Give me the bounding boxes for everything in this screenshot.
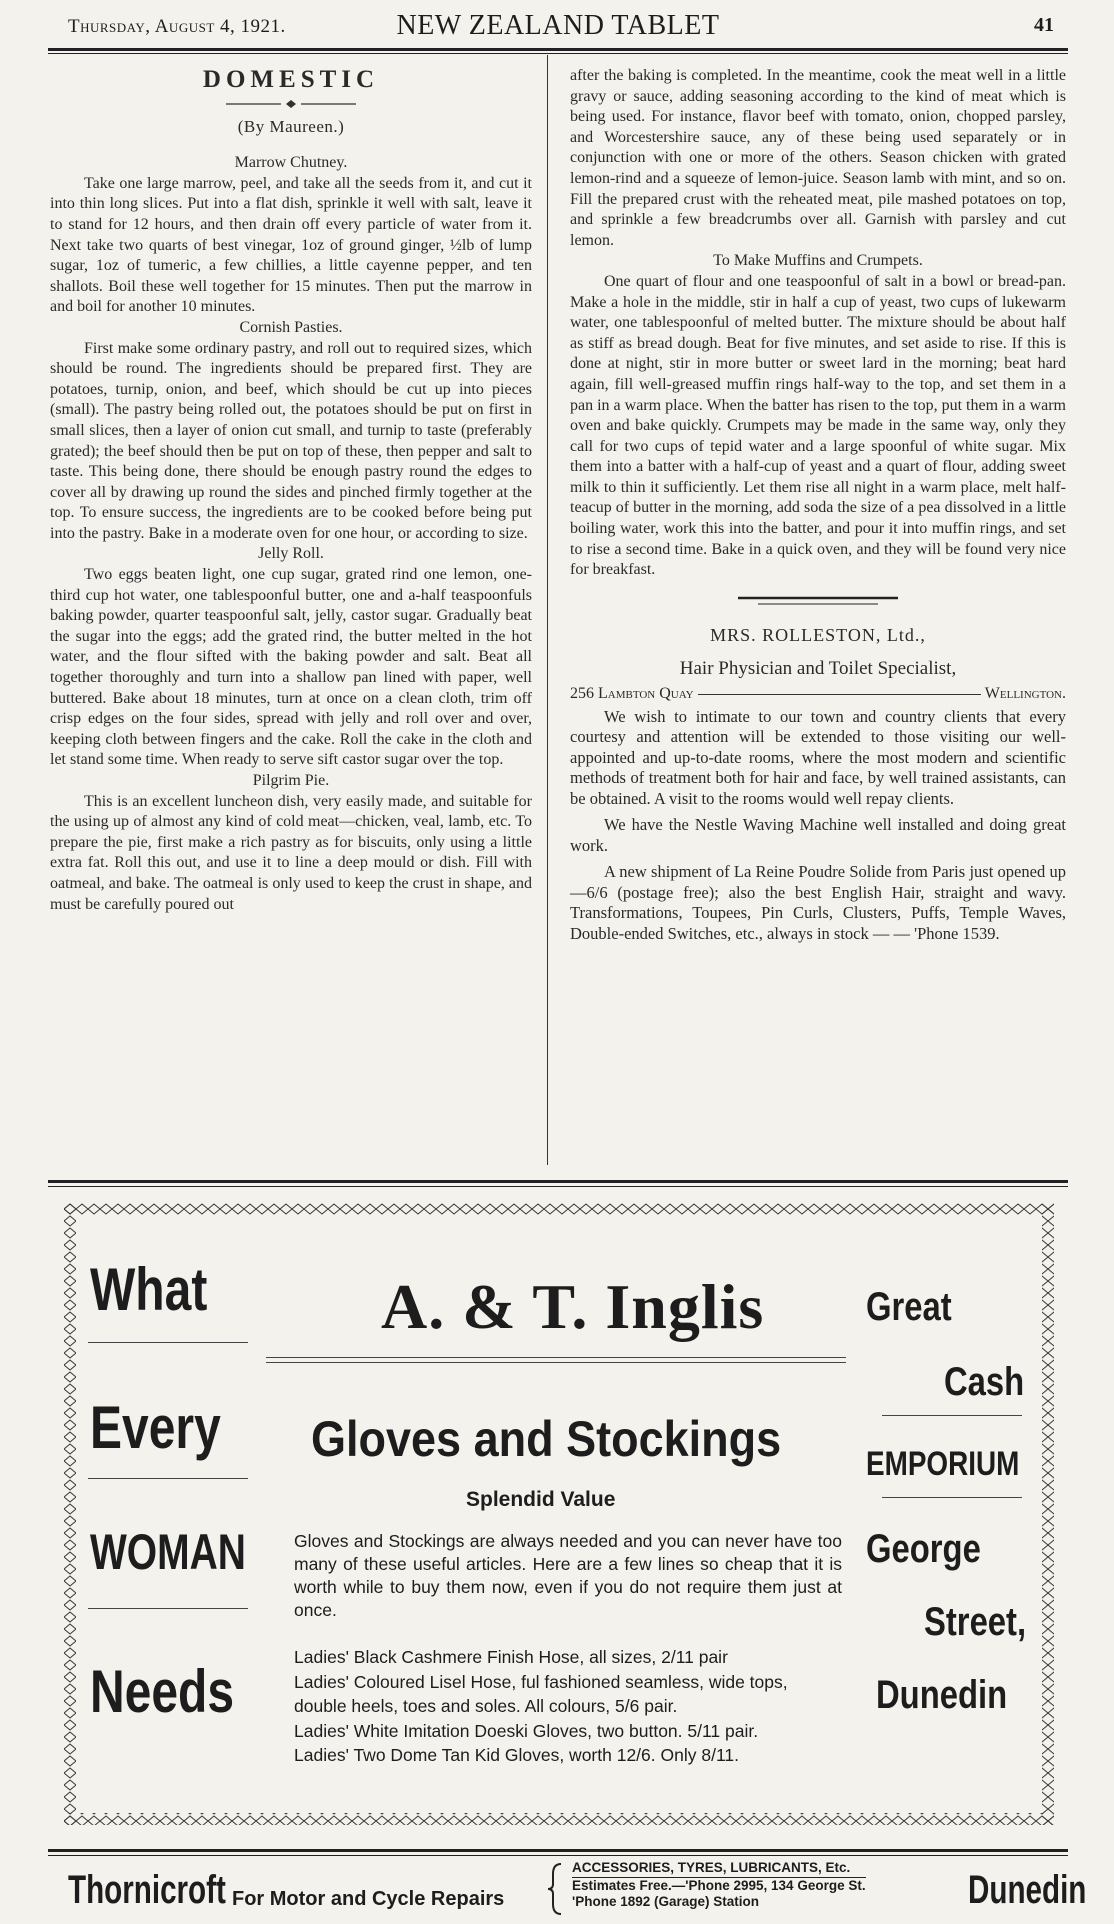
ad-divider [88,1342,248,1343]
section-separator [48,1180,1068,1183]
ad-word-george: George [866,1527,981,1571]
recipe-text-pilgrim-pie-continued: after the baking is completed. In the meantime, cook the meat well in a little gravy or sauce, adding seasoning according to the kind of meat which is being used. For instance, flavor beef with tomato, onion, chopped parsley, and Worcestershire sauce, any of these being used separately or in conjunction with one or more of the others. Season chicken with grated lemon-rind and a squeeze of lemon-juice. Season lamb with mint, and so on. Fill the prepared crust with the reheated meat, pile mashed potatoes on top, and sprinkle a few breadcrumbs over all. Garnish with parsley and cut lemon. [570,67,1066,249]
footer-brand: Thornicroft [68,1868,226,1912]
recipe-heading-muffins: To Make Muffins and Crumpets. [713,252,923,270]
footer-line: 'Phone 1892 (Garage) Station [572,1894,760,1909]
ad-divider [88,1608,248,1609]
section-separator-thin [48,1186,1068,1187]
address-street: 256 Lambton Quay [570,685,694,703]
ad-divider [88,1478,248,1479]
ad-word-what: What [90,1256,208,1323]
footer-tagline: For Motor and Cycle Repairs [232,1888,505,1910]
recipe-text-pilgrim-pie: This is an excellent luncheon dish, very easily made, and suitable for the using up of almost any kind of cold meat—chicken, veal, lamb, etc. To prepare the pie, first make a rich pastry as for biscuits, only using a little extra fat. Roll this out, and use it to line a deep mould or dish. Fill with oatmeal, and bake. The oatmeal is only used to keep the crust in shape, and must be carefully poured out [50,792,532,913]
footer-rule [48,1849,1068,1852]
ad-word-every: Every [90,1394,221,1461]
recipe-text-pasties: First make some ordinary pastry, and roll out to required sizes, which should be round. The ingredients should be prepared first. They are potatoes, turnip, onion, and beef, which should be cut up into pieces (small). The pastry being rolled out, the potatoes should be put on first in small slices, then a layer of onion cut small, and turnip to taste (preferably grated); the beef should then be put on top of these, then pepper and salt to taste. This being done, there should be enough pastry round the edges to cover all by drawing up round the sides and pinched firmly together at the top. To ensure success, the ingredients are to be cooked before being put into the pastry. Bake in a moderate oven for one hour, or according to size. [50,339,532,542]
recipe-text-marrow: Take one large marrow, peel, and take all the seeds from it, and cut it into thin long slices. Put into a flat dish, sprinkle it well with salt, leave it to stand for 12 hours, and then drain off every particle of water from it. Next take two quarts of best vinegar, 1oz of ground ginger, ½lb of lump sugar, 1oz of tumeric, a few chillies, a little cayenne pepper, and ten shallots. Boil these well together for 15 minutes. Then put the marrow in and boil for another 10 minutes. [50,174,532,316]
masthead [48,8,1068,48]
ad-word-cash: Cash [944,1360,1025,1404]
price-line: Ladies' Two Dome Tan Kid Gloves, worth 12/6. Only 8/11. [294,1745,739,1765]
recipe-text-jelly-roll: Two eggs beaten light, one cup sugar, grated rind one lemon, one-third cup hot water, one tablespoonful butter, one and a-half teaspoonfuls baking powder, quarter teaspoonful salt, jelly, castor sugar. Gradually beat the sugar into the eggs; add the grated rind, the butter melted in the hot water, and the flour sifted with the baking powder and salt. Beat all together thoroughly and turn into a shallow pan lined with paper, well buttered. Bake about 18 minutes, turn at once on a clean cloth, trim off crisp edges on the four sides, spread with jelly and roll over and over, keeping cloth between fingers and the cake. Roll the cake in the cloth and let stand some time. When ready to serve sift castor sugar over the top. [50,566,532,769]
price-line: Ladies' Black Cashmere Finish Hose, all sizes, 2/11 pair [294,1647,728,1667]
address-city: Wellington. [984,685,1066,703]
ad-price-list [294,1645,854,1768]
ad-divider [882,1415,1022,1416]
rolleston-paragraph: We have the Nestle Waving Machine well installed and doing great work. [570,815,1066,855]
ad-word-great: Great [866,1285,952,1329]
ad-body-text: Gloves and Stockings are always needed and you can never have too many of these useful articles. Here are a few lines so cheap that it is worth while to buy them now, even if you do not require them just at once. [294,1531,842,1620]
advertisement-content [76,1215,1042,1813]
rolleston-paragraph: We wish to intimate to our town and country clients that every courtesy and attention will be extended to those visiting our well-appointed and up-to-date rooms, where the most modern and scientific methods of treatment both for hair and face, by well trained assistants, can be obtained. A visit to the rooms would well repay clients. [570,706,1066,808]
footer-line: ACCESSORIES, TYRES, LUBRICANTS, Etc. [572,1860,866,1878]
ad-value-line: Splendid Value [466,1488,616,1511]
double-rule-icon [738,595,898,607]
masthead-rule [48,48,1068,51]
footer-rule-thin [48,1855,1068,1856]
newspaper-title: NEW ZEALAND TABLET [396,10,720,41]
price-line: Ladies' Coloured Lisel Hose, ful fashioned seamless, wide tops, [294,1671,788,1692]
masthead-rule-thin [48,53,1068,54]
footer-city: Dunedin [968,1868,1087,1912]
ad-word-dunedin: Dunedin [876,1673,1008,1717]
recipe-heading-pilgrim-pie: Pilgrim Pie. [252,772,330,789]
address-dash [698,694,981,695]
page-number: 41 [1034,14,1054,36]
price-line: double heels, toes and soles. All colours, 5/6 pair. [294,1696,678,1716]
issue-date: Thursday, August 4, 1921. [68,16,286,37]
heading-rule [266,1357,846,1358]
recipe-heading-jelly-roll: Jelly Roll. [258,545,324,563]
ad-divider [882,1497,1022,1498]
footer-details [572,1860,866,1910]
rolleston-paragraph: A new shipment of La Reine Poudre Solide from Paris just opened up—6/6 (postage free); also the best English Hair, straight and wavy. Transformations, Toupees, Pin Curls, Clusters, Puffs, Temple Waves, Double-ended Switches, etc., always in stock — — 'Phone 1539. [570,862,1066,943]
right-column [570,66,1066,944]
heading-rule [266,1362,846,1363]
recipe-heading-pasties: Cornish Pasties. [239,318,343,336]
ad-word-needs: Needs [90,1658,235,1725]
recipe-text-muffins: One quart of flour and one teaspoonful of salt in a bowl or bread-pan. Make a hole in the middle, stir in half a cup of yeast, two cups of lukewarm water, one tablespoonful of melted butter. The mixture should be about half as stiff as bread dough. Beat for five minutes, and set aside to rise. If this is done at night, stir in more butter or sweet lard in the morning; beat hard again, fill well-greased muffin rings half-way to the top, and set them in a pan in a warm place. When the batter has risen to the top, put them in a warm oven and bake quickly. Crumpets may be made in the same way, only they call for two cups of tepid water and a large spoonful of white sugar. Mix them into a batter with a half-cup of yeast and a quart of flour, adding sweet milk to thin it sufficiently. Let them rise all night in a warm place, melt half-teacup of butter in the morning, add soda the size of a pea dissolved in a little boiling water, work this into the batter, and pour it into muffin rings, and set to rise a second time. Bake in a quick oven, and they will be found very nice for breakfast. [570,272,1066,579]
advertiser-name: A. & T. Inglis [381,1271,765,1342]
ad-word-emporium: EMPORIUM [866,1445,1020,1483]
rolleston-tagline: Hair Physician and Toilet Specialist, [679,658,957,680]
rolleston-name: MRS. ROLLESTON, Ltd., [710,624,926,645]
rolleston-address [570,684,1066,705]
section-title: DOMESTIC [202,66,380,93]
price-line: Ladies' White Imitation Doeski Gloves, two button. 5/11 pair. [294,1720,759,1741]
ad-word-street: Street, [924,1600,1027,1644]
byline: (By Maureen.) [237,116,345,136]
ad-word-woman: WOMAN [90,1524,246,1580]
brace-icon [545,1862,565,1916]
ornament-rule-icon [226,99,356,109]
domestic-column [50,66,532,915]
ad-subheading: Gloves and Stockings [311,1411,782,1467]
inglis-advertisement [64,1203,1054,1825]
footer-line: Estimates Free.—'Phone 2995, 134 George St. [572,1878,866,1893]
column-divider [547,55,548,1165]
recipe-heading-marrow: Marrow Chutney. [234,154,348,172]
